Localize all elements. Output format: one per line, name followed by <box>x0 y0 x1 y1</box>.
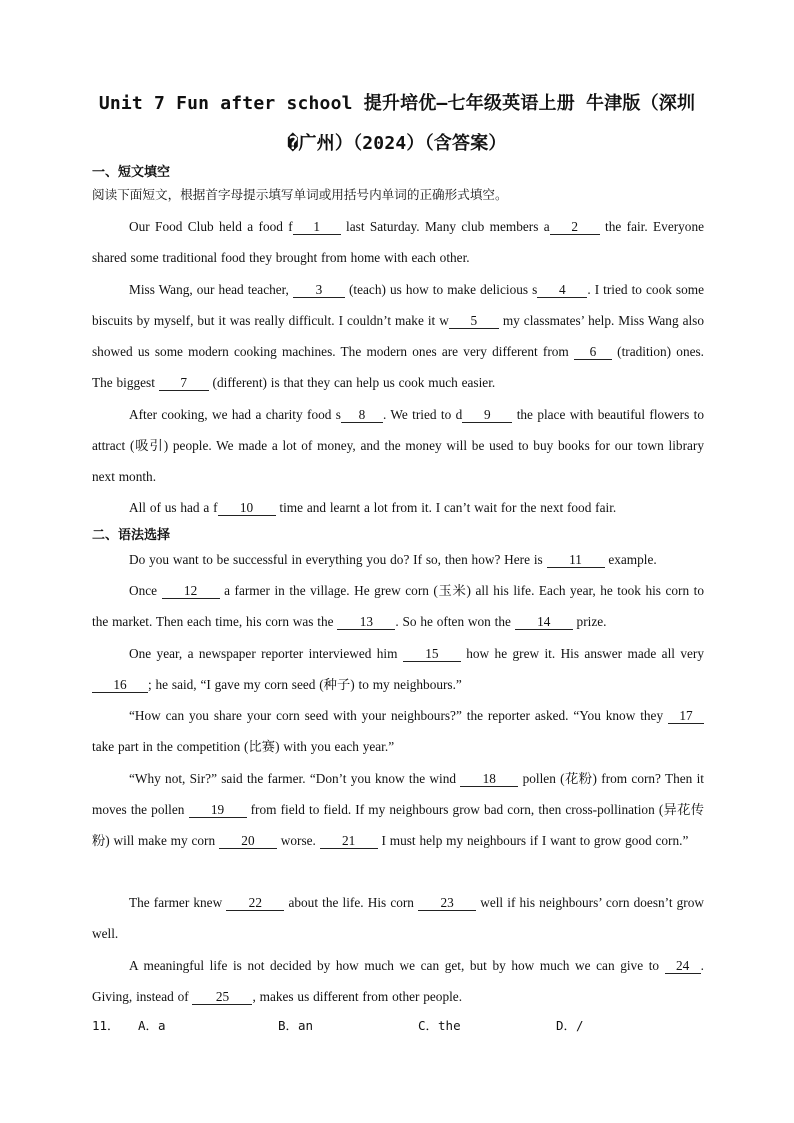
blank-3[interactable]: 3 <box>293 282 345 298</box>
section-1-instruction: 阅读下面短文，根据首字母提示填写单词或用括号内单词的正确形式填空。 <box>92 187 508 202</box>
question-11-options <box>92 1016 704 1034</box>
text-run: After cooking, we had a charity food s <box>129 407 341 422</box>
blank-16[interactable]: 16 <box>92 677 148 693</box>
passage-2-paragraph-1 <box>92 544 704 575</box>
text-run: (teach) us how to make delicious s <box>344 282 538 297</box>
text-run: Once <box>129 583 162 598</box>
text-run: . So he often won the <box>395 614 515 629</box>
text-run: last Saturday. Many club members a <box>340 219 550 234</box>
text-run: from field to field. If my neighbours grow bad corn, then cross-pollination (异花传粉) will make my corn <box>92 802 704 848</box>
passage-1-paragraph-1 <box>92 211 704 273</box>
text-run: a farmer in the village. He grew corn (玉米) all his life. Each year, he took his corn to the market. Then each time, his corn was the <box>92 583 704 629</box>
blank-15[interactable]: 15 <box>403 646 461 662</box>
blank-13[interactable]: 13 <box>337 614 395 630</box>
blank-23[interactable]: 23 <box>418 895 476 911</box>
blank-22[interactable]: 22 <box>226 895 284 911</box>
title-line-2: �广州）（2024）（含答案） <box>287 133 507 154</box>
blank-9[interactable]: 9 <box>462 407 512 423</box>
text-run: All of us had a f <box>129 500 218 515</box>
text-run: worse. <box>276 833 320 848</box>
blank-20[interactable]: 20 <box>219 833 277 849</box>
text-run: the fair. Everyone shared some traditional food they brought from home with each other. <box>92 219 704 265</box>
title-line-1: Unit 7 Fun after school 提升培优—七年级英语上册 牛津版（深圳 <box>98 93 696 114</box>
text-run: The farmer knew <box>129 895 227 910</box>
option-c[interactable]: C．the <box>418 1018 461 1033</box>
text-run: . We tried to d <box>382 407 463 422</box>
text-run: Miss Wang, our head teacher, <box>129 282 293 297</box>
option-d[interactable]: D．/ <box>556 1018 584 1033</box>
text-run: ; he said, “I gave my corn seed (种子) to my neighbours.” <box>148 677 462 692</box>
text-run: about the life. His corn <box>284 895 419 910</box>
passage-1-paragraph-2 <box>92 274 704 398</box>
option-b[interactable]: B．an <box>278 1018 314 1033</box>
blank-12[interactable]: 12 <box>162 583 220 599</box>
passage-1-paragraph-4 <box>92 492 704 523</box>
blank-14[interactable]: 14 <box>515 614 573 630</box>
blank-7[interactable]: 7 <box>159 375 209 391</box>
text-run: . I tried to cook some biscuits by myself, but it was really difficult. I couldn’t make it w <box>92 282 704 328</box>
passage-2-paragraph-6 <box>92 887 704 949</box>
text-run: my classmates’ help. Miss Wang also showed us some modern cooking machines. The modern ones are very different from <box>92 313 704 359</box>
text-run: pollen (花粉) from corn? Then it moves the pollen <box>92 771 704 817</box>
passage-2-paragraph-5 <box>92 763 704 856</box>
text-run: how he grew it. His answer made all very <box>460 646 704 661</box>
blank-18[interactable]: 18 <box>460 771 518 787</box>
text-run: I must help my neighbours if I want to grow good corn.” <box>377 833 689 848</box>
blank-17[interactable]: 17 <box>668 708 704 724</box>
text-run: . Giving, instead of <box>92 958 704 1004</box>
passage-1-paragraph-3 <box>92 399 704 492</box>
text-run: example. <box>604 552 657 567</box>
blank-24[interactable]: 24 <box>665 958 701 974</box>
text-run: Do you want to be successful in everything you do? If so, then how? Here is <box>129 552 547 567</box>
passage-2-paragraph-4 <box>92 700 704 762</box>
passage-2-paragraph-7 <box>92 950 704 1012</box>
blank-25[interactable]: 25 <box>192 989 252 1005</box>
blank-19[interactable]: 19 <box>189 802 247 818</box>
blank-8[interactable]: 8 <box>341 407 383 423</box>
text-run: One year, a newspaper reporter interviewed him <box>129 646 403 661</box>
text-run: time and learnt a lot from it. I can’t wait for the next food fair. <box>275 500 617 515</box>
blank-10[interactable]: 10 <box>218 500 276 516</box>
question-number: 11． <box>92 1018 120 1033</box>
blank-6[interactable]: 6 <box>574 344 612 360</box>
text-run: (tradition) ones. The biggest <box>92 344 704 390</box>
text-run: Our Food Club held a food f <box>129 219 293 234</box>
text-run: , makes us different from other people. <box>252 989 463 1004</box>
text-run: “Why not, Sir?” said the farmer. “Don’t you know the wind <box>129 771 461 786</box>
text-run: “How can you share your corn seed with your neighbours?” the reporter asked. “You know they <box>129 708 668 723</box>
text-run: the place with beautiful flowers to attract (吸引) people. We made a lot of money, and the money will be used to buy books for our town library next month. <box>92 407 705 484</box>
text-run: prize. <box>572 614 607 629</box>
blank-1[interactable]: 1 <box>293 219 341 235</box>
section-1-heading: 一、短文填空 <box>92 165 171 180</box>
text-run: well if his neighbours’ corn doesn’t grow well. <box>92 895 704 941</box>
passage-2-paragraph-3 <box>92 638 704 700</box>
blank-11[interactable]: 11 <box>547 552 605 568</box>
option-a[interactable]: A．a <box>138 1018 166 1033</box>
section-2-heading: 二、语法选择 <box>92 528 171 543</box>
text-run: (different) is that they can help us cook much easier. <box>208 375 496 390</box>
document-title <box>60 84 734 164</box>
text-run: A meaningful life is not decided by how much we can get, but by how much we can give to <box>129 958 665 973</box>
blank-5[interactable]: 5 <box>449 313 499 329</box>
blank-4[interactable]: 4 <box>537 282 587 298</box>
text-run: take part in the competition (比赛) with you each year.” <box>92 739 395 754</box>
blank-21[interactable]: 21 <box>320 833 378 849</box>
blank-2[interactable]: 2 <box>550 219 600 235</box>
passage-2-paragraph-2 <box>92 575 704 637</box>
